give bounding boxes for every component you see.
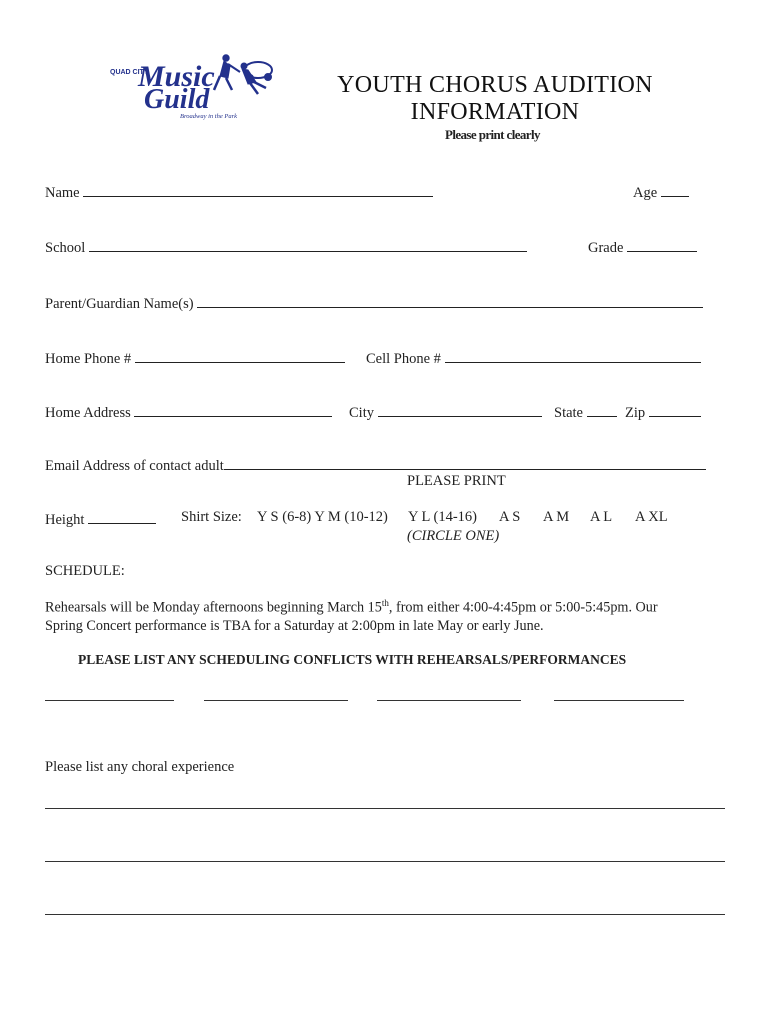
shirt-option-youth[interactable]: Y S (6-8) Y M (10-12) [257,509,388,525]
grade-label: Grade [588,240,624,256]
email-row [45,456,706,474]
conflict-field-2[interactable] [204,700,348,701]
zip-field[interactable] [649,403,701,417]
please-print-note: PLEASE PRINT [407,473,506,489]
cell-phone-row [366,349,701,367]
city-label: City [349,405,374,421]
city-row [349,403,542,421]
school-field[interactable] [89,238,527,252]
email-field[interactable] [224,456,706,470]
conflict-field-4[interactable] [554,700,684,701]
name-row [45,183,433,201]
logo-tagline: Broadway in the Park [180,113,237,120]
schedule-line1 [45,599,658,615]
conflicts-heading: PLEASE LIST ANY SCHEDULING CONFLICTS WITH REHEARSALS/PERFORMANCES [78,652,627,667]
home-phone-row [45,349,345,367]
age-row [633,183,689,201]
dancers-icon [214,55,266,94]
home-address-label: Home Address [45,405,131,421]
state-label: State [554,405,583,421]
shirt-option-as[interactable]: A S [499,509,521,525]
grade-field[interactable] [627,238,697,252]
home-phone-field[interactable] [135,349,345,363]
shirt-option-yl[interactable]: Y L (14-16) [408,509,477,525]
parent-label: Parent/Guardian Name(s) [45,296,194,312]
experience-line-2[interactable] [45,861,725,862]
home-phone-label: Home Phone # [45,351,132,367]
parent-row [45,294,703,312]
height-field[interactable] [88,510,156,524]
email-label: Email Address of contact adult [45,458,224,474]
schedule-line2: Spring Concert performance is TBA for a Saturday at 2:00pm in late May or early June. [45,618,544,634]
name-field[interactable] [83,183,433,197]
conflict-field-3[interactable] [377,700,521,701]
form-title-line1: YOUTH CHORUS AUDITION [337,72,653,98]
logo-top-text: QUAD CITY [110,69,149,76]
logo-guild-text: Guild [144,84,210,115]
zip-row [625,403,701,421]
school-row [45,238,527,256]
cell-phone-field[interactable] [445,349,701,363]
experience-label: Please list any choral experience [45,759,235,775]
name-label: Name [45,185,80,201]
quad-city-music-guild-logo [108,52,283,124]
age-field[interactable] [661,183,689,197]
cell-phone-label: Cell Phone # [366,351,441,367]
parent-field[interactable] [197,294,703,308]
age-label: Age [633,185,658,201]
shirt-size-label: Shirt Size: [181,509,242,525]
schedule-heading: SCHEDULE: [45,563,125,579]
school-label: School [45,240,86,256]
schedule-line1-sup: th [381,598,389,608]
grade-row [588,238,697,256]
height-row [45,510,156,528]
shirt-option-al[interactable]: A L [590,509,613,525]
circle-one-note: (CIRCLE ONE) [407,528,500,544]
schedule-line1-start: Rehearsals will be Monday afternoons beginning March 15 [45,599,382,616]
state-field[interactable] [587,403,617,417]
schedule-line1-end: , from either 4:00-4:45pm or 5:00-5:45pm. Our [388,599,658,616]
conflict-field-1[interactable] [45,700,174,701]
form-subtitle: Please print clearly [445,127,540,142]
city-field[interactable] [378,403,542,417]
home-address-field[interactable] [134,403,332,417]
form-title-line2: INFORMATION [410,99,580,125]
state-row [554,403,617,421]
height-label: Height [45,512,85,528]
logo-music-text: Music [138,60,215,93]
zip-label: Zip [625,405,646,421]
experience-line-1[interactable] [45,808,725,809]
logo-graphic [108,52,283,124]
shirt-option-am[interactable]: A M [543,509,570,525]
shirt-option-axl[interactable]: A XL [635,509,668,525]
home-address-row [45,403,332,421]
experience-line-3[interactable] [45,914,725,915]
